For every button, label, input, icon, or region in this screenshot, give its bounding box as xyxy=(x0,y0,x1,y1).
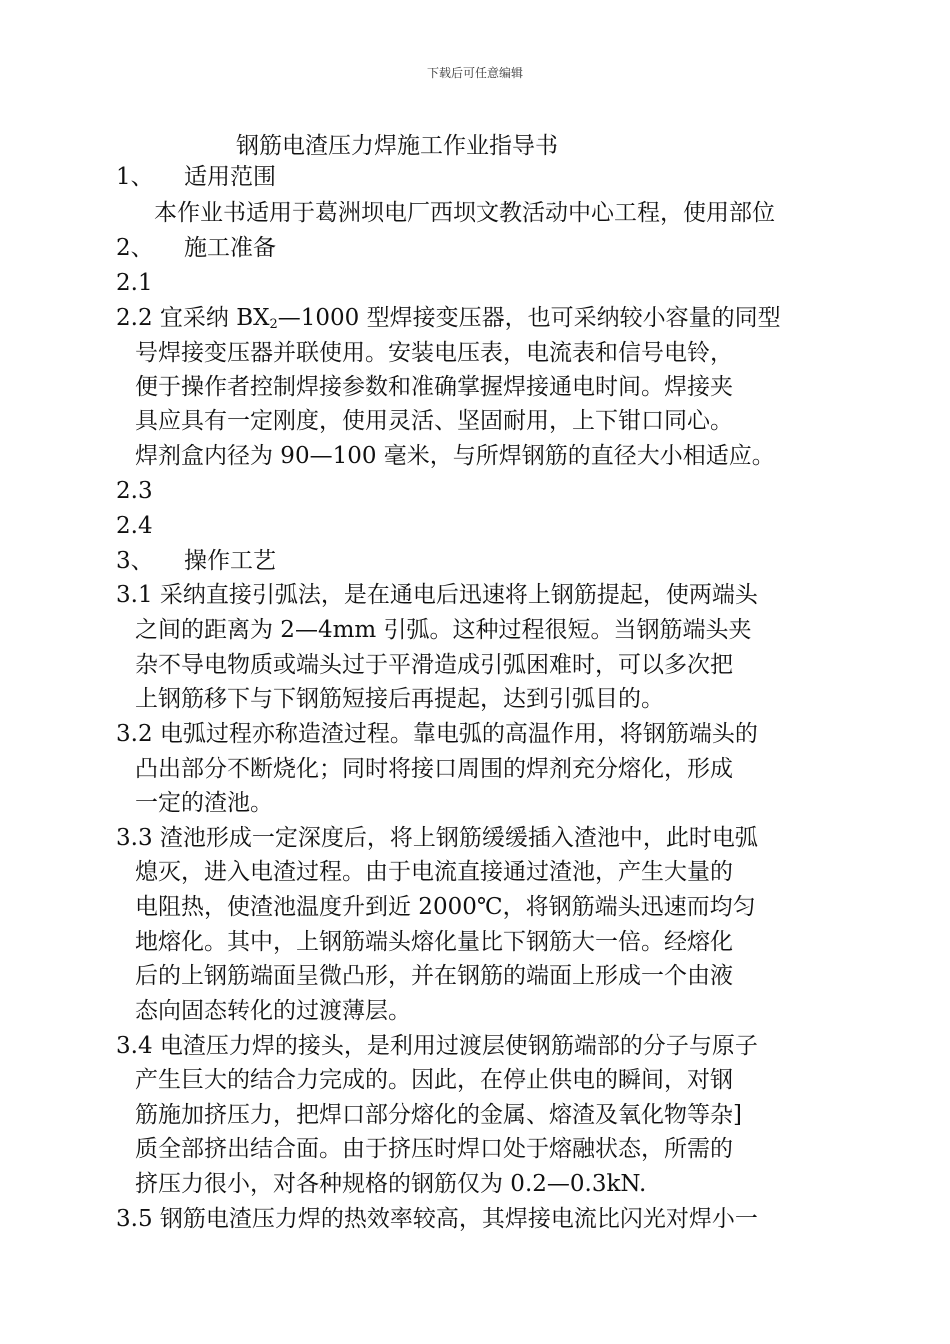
document-title: 钢筋电渣压力焊施工作业指导书 xyxy=(236,133,558,159)
section-title: 操作工艺 xyxy=(184,548,276,574)
subsection-number: 2.3 xyxy=(116,478,153,504)
section-number: 3、 xyxy=(116,548,154,574)
section-title: 适用范围 xyxy=(184,164,276,190)
page-header-note: 下载后可任意编辑 xyxy=(426,66,523,80)
subscript: 2 xyxy=(269,317,278,332)
scope-text: 本作业书适用于葛洲坝电厂西坝文教活动中心工程，使用部位 xyxy=(154,200,775,226)
section-number: 2、 xyxy=(116,235,154,261)
lead-prefix: 2.2 宜采纳 BX xyxy=(116,305,270,331)
subsection-number: 2.4 xyxy=(116,513,153,539)
lead-suffix: —1000 型焊接变压器，也可采纳较小容量的同型 xyxy=(277,305,781,331)
section-number: 1、 xyxy=(116,164,154,190)
section-title: 施工准备 xyxy=(184,235,276,261)
subsection-number: 2.1 xyxy=(116,270,153,296)
paragraph-lead xyxy=(116,303,781,340)
